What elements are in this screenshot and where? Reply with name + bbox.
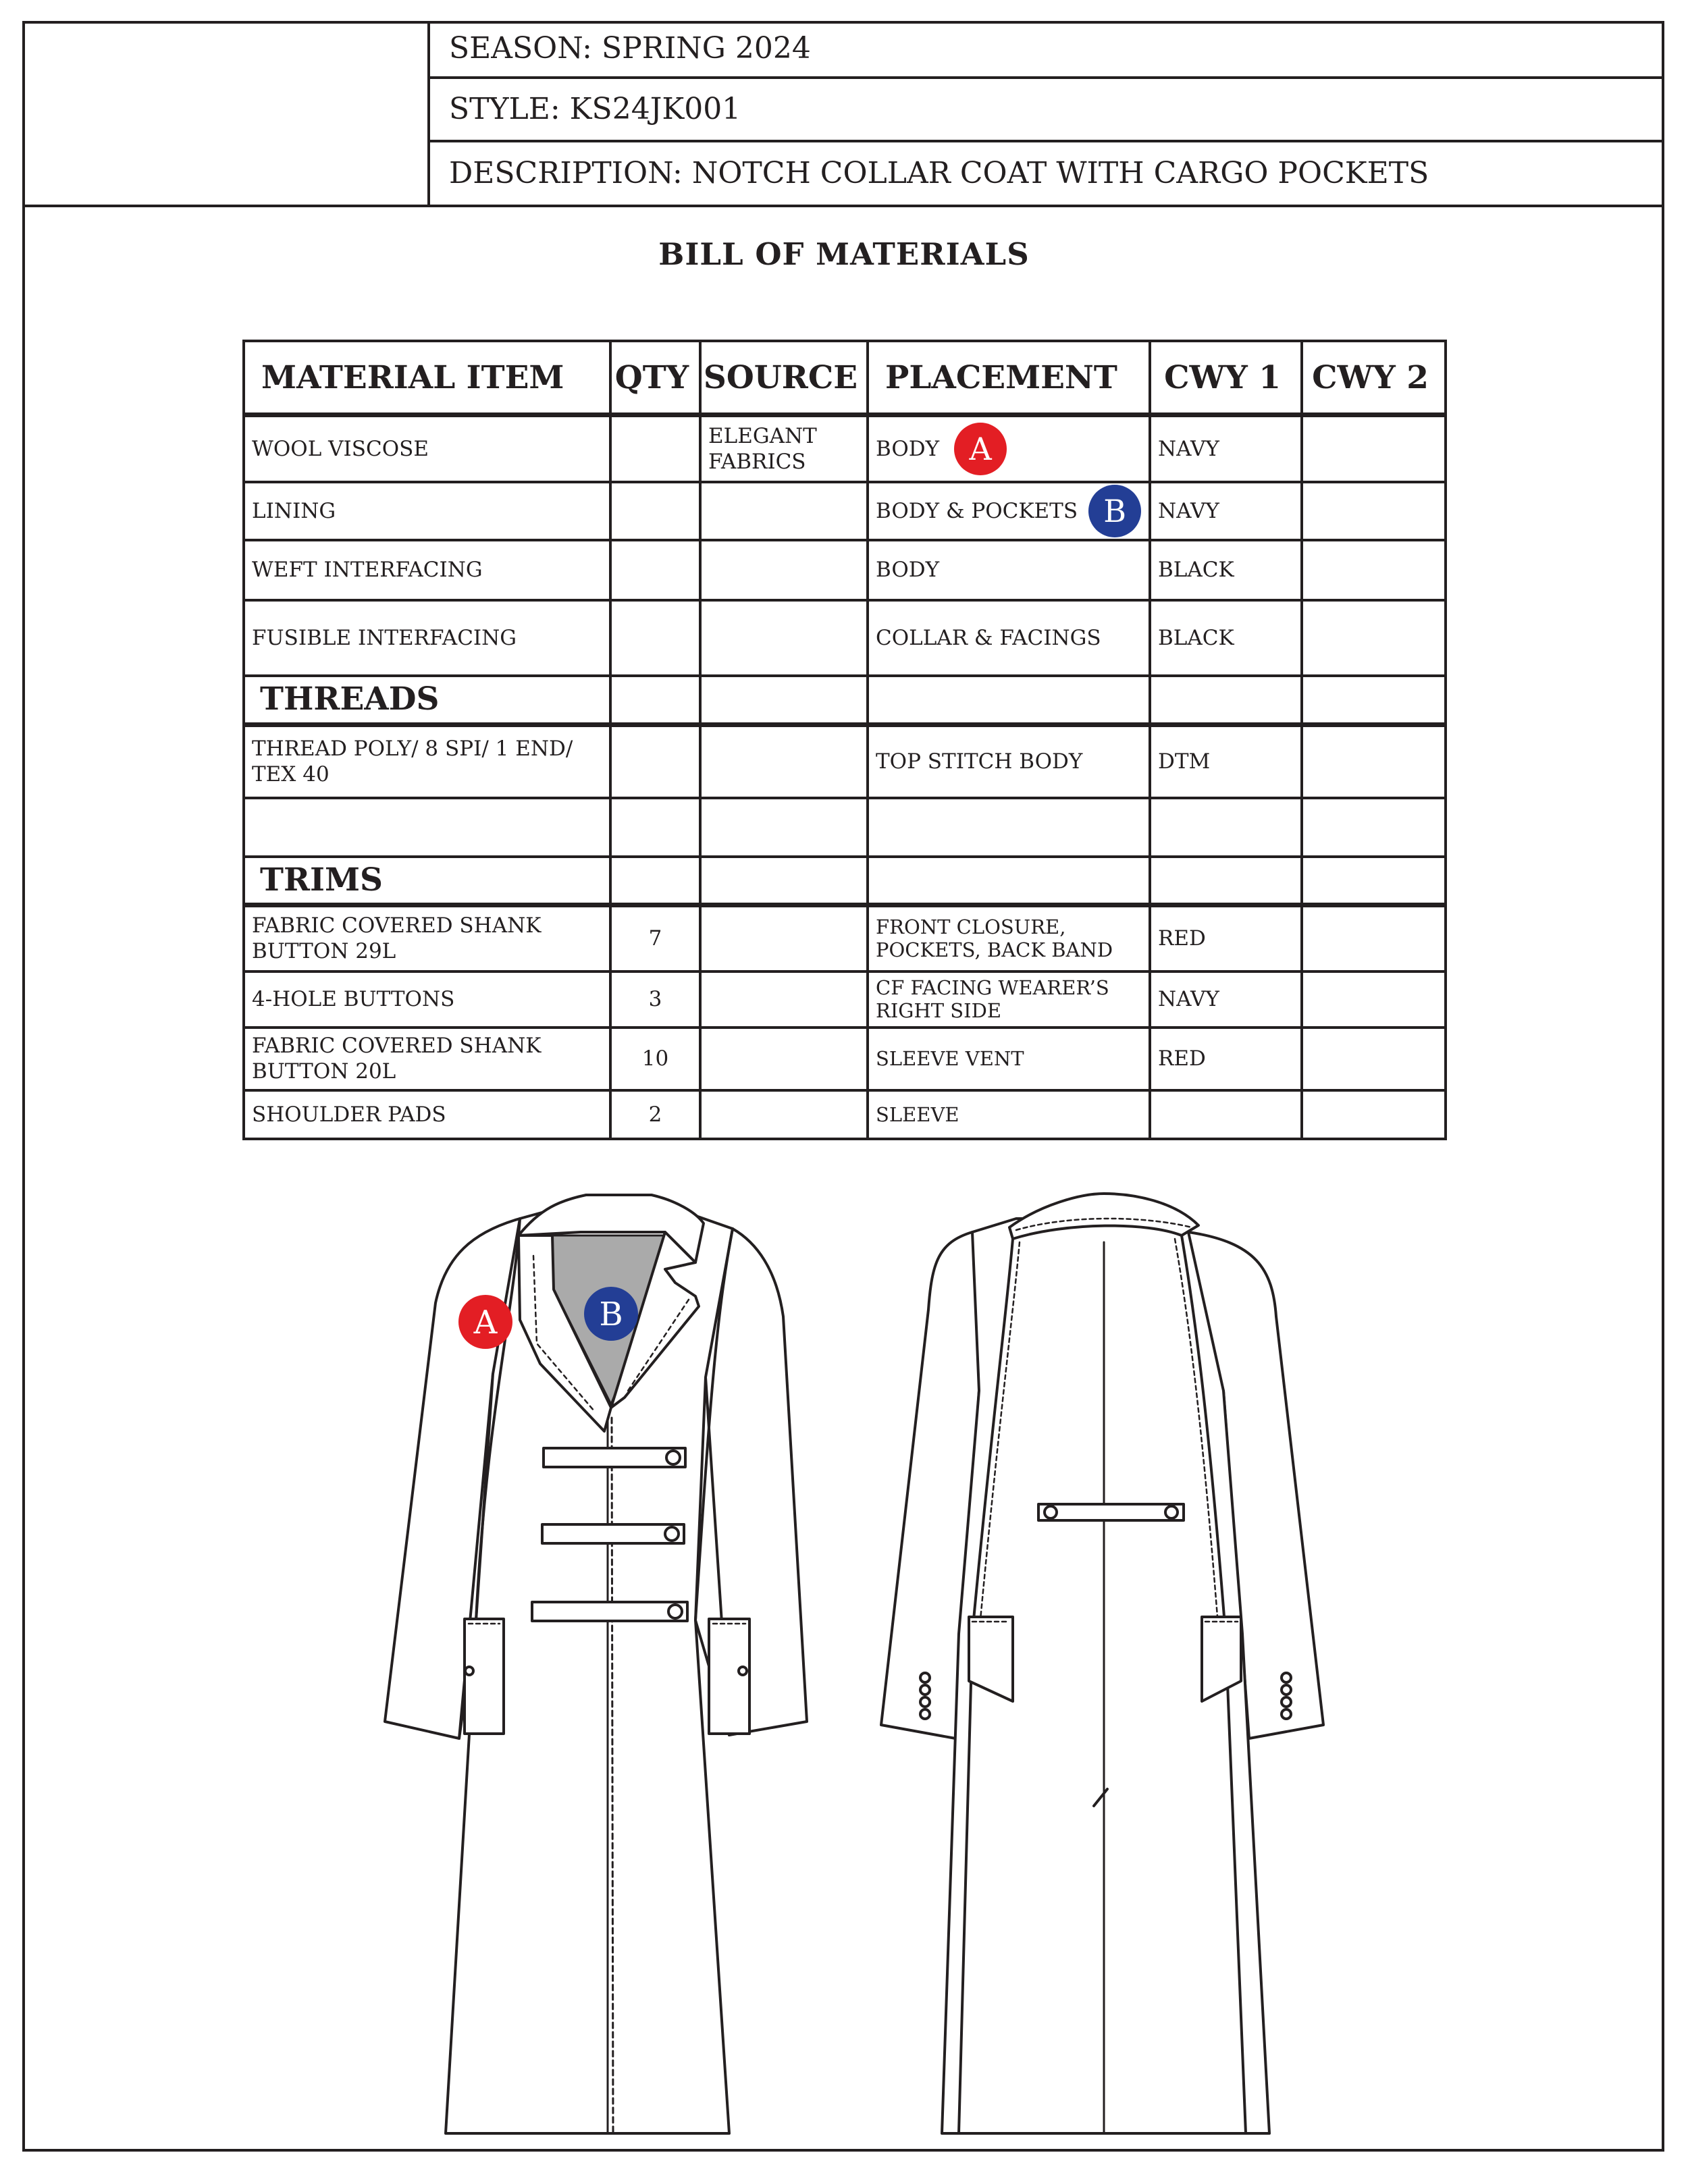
material-item: WEFT INTERFACING <box>244 540 610 600</box>
material-item: LINING <box>244 482 610 540</box>
bom-title: BILL OF MATERIALS <box>658 236 1030 272</box>
cwy1: NAVY <box>1150 415 1302 482</box>
material-item: THREAD POLY/ 8 SPI/ 1 END/ TEX 40 <box>244 725 610 798</box>
qty: 2 <box>610 1090 700 1139</box>
front-strap-2 <box>542 1524 684 1543</box>
material-item: SHOULDER PADS <box>244 1090 610 1139</box>
badge-a: A <box>954 423 1007 475</box>
col-placement: PLACEMENT <box>868 341 1150 415</box>
cwy1: RED <box>1150 1028 1302 1090</box>
material-item: 4-HOLE BUTTONS <box>244 971 610 1028</box>
front-strap-3 <box>532 1602 687 1621</box>
season-field: SEASON: SPRING 2024 <box>430 21 1664 79</box>
col-source: SOURCE <box>700 341 868 415</box>
qty: 7 <box>610 905 700 971</box>
cwy1: NAVY <box>1150 971 1302 1028</box>
placement: BODY <box>868 540 1150 600</box>
trims-heading: TRIMS <box>244 857 610 905</box>
placement: TOP STITCH BODY <box>868 725 1150 798</box>
placement: BODY & POCKETS <box>876 498 1078 523</box>
cwy1: NAVY <box>1150 482 1302 540</box>
description-field: DESCRIPTION: NOTCH COLLAR COAT WITH CARGO POCKETS <box>449 156 1429 190</box>
placement: SLEEVE <box>868 1090 1150 1139</box>
col-qty: QTY <box>610 341 700 415</box>
cwy1: DTM <box>1150 725 1302 798</box>
col-material-item: MATERIAL ITEM <box>244 341 610 415</box>
placement: COLLAR & FACINGS <box>868 600 1150 676</box>
style-field: STYLE: KS24JK001 <box>430 79 1664 142</box>
qty: 3 <box>610 971 700 1028</box>
badge-b: B <box>1088 485 1141 537</box>
col-cwy2: CWY 2 <box>1302 341 1446 415</box>
placement: CF FACING WEARER’S RIGHT SIDE <box>868 971 1150 1028</box>
front-strap-1 <box>544 1448 685 1467</box>
placement: FRONT CLOSURE, POCKETS, BACK BAND <box>868 905 1150 971</box>
front-coat-sketch <box>385 1195 807 2133</box>
cwy1: BLACK <box>1150 540 1302 600</box>
col-cwy1: CWY 1 <box>1150 341 1302 415</box>
back-coat-sketch <box>881 1194 1323 2133</box>
qty: 10 <box>610 1028 700 1090</box>
placement: BODY <box>876 436 940 461</box>
cwy1: BLACK <box>1150 600 1302 676</box>
source: ELEGANT FABRICS <box>700 415 868 482</box>
front-left-cuff-pocket <box>465 1619 504 1734</box>
front-right-cuff-pocket <box>709 1619 749 1734</box>
placement: SLEEVE VENT <box>868 1028 1150 1090</box>
material-item: FABRIC COVERED SHANK BUTTON 29L <box>244 905 610 971</box>
cwy1: RED <box>1150 905 1302 971</box>
material-item: FABRIC COVERED SHANK BUTTON 20L <box>244 1028 610 1090</box>
front-badge-a: A <box>473 1304 498 1341</box>
material-item: FUSIBLE INTERFACING <box>244 600 610 676</box>
back-band <box>1038 1504 1184 1520</box>
front-badge-b: B <box>599 1296 623 1333</box>
threads-heading: THREADS <box>244 676 610 725</box>
material-item: WOOL VISCOSE <box>244 415 610 482</box>
